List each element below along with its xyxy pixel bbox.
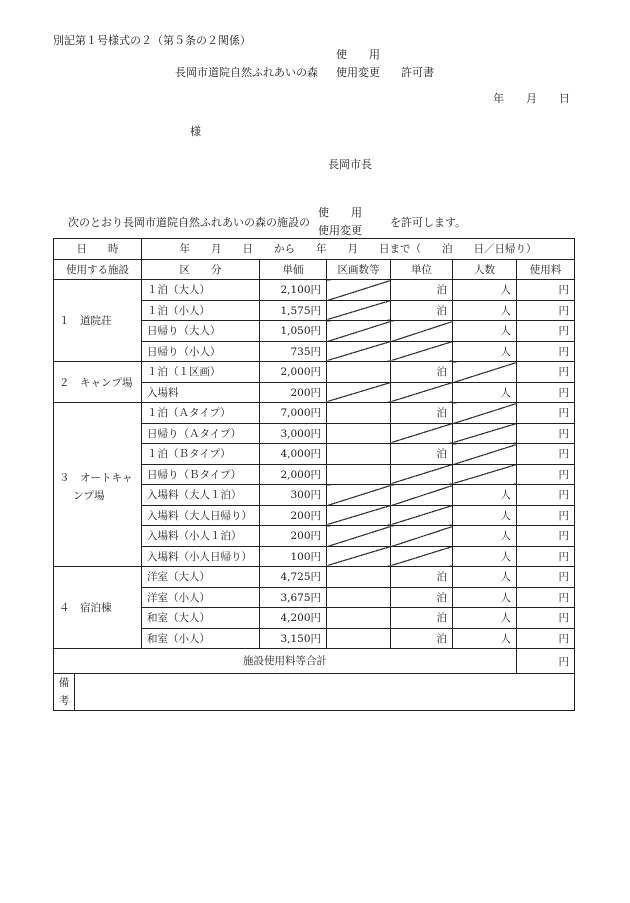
sections-cell-crossed (327, 382, 391, 403)
facility-lodge: ４ 宿泊棟 (54, 567, 142, 649)
header-category: 区 分 (142, 259, 260, 280)
sections-cell[interactable] (327, 444, 391, 465)
remarks-label (54, 674, 75, 710)
fee-cell[interactable]: 円 (517, 464, 575, 485)
fee-cell[interactable]: 円 (517, 362, 575, 383)
persons-cell[interactable]: 人 (453, 628, 517, 649)
remarks-label-char-2: 考 (58, 694, 70, 707)
fee-cell[interactable]: 円 (517, 403, 575, 424)
fee-cell[interactable]: 円 (517, 567, 575, 588)
unit-cell[interactable]: 泊 (391, 403, 453, 424)
category-cell: 入場料（大人１泊） (142, 485, 260, 506)
unit-price-cell: 2,000円 (260, 464, 327, 485)
persons-cell[interactable]: 人 (453, 546, 517, 567)
sections-cell[interactable] (327, 362, 391, 383)
header-unit-price: 単価 (260, 259, 327, 280)
persons-cell-crossed (453, 423, 517, 444)
facility-auto-campsite-line-1: ３ オートキャ (59, 471, 133, 484)
sections-cell[interactable] (327, 423, 391, 444)
category-cell: １泊（小人） (142, 300, 260, 321)
table-row (54, 567, 575, 588)
table-row (54, 362, 575, 383)
persons-cell[interactable]: 人 (453, 321, 517, 342)
unit-price-cell: 100円 (260, 546, 327, 567)
category-cell: １泊（Ｂタイプ） (142, 444, 260, 465)
datetime-value[interactable]: 年 月 日 から 年 月 日まで（ 泊 日／日帰り） (142, 239, 575, 260)
title-prefix: 長岡市道院自然ふれあいの森 (175, 66, 318, 79)
unit-price-cell: 1,050円 (260, 321, 327, 342)
unit-cell[interactable]: 泊 (391, 300, 453, 321)
form-number: 別記第１号様式の２（第５条の２関係） (53, 34, 251, 47)
sections-cell[interactable] (327, 567, 391, 588)
persons-cell-crossed (453, 362, 517, 383)
category-cell: 日帰り（Ｂタイプ） (142, 464, 260, 485)
sections-cell-crossed (327, 546, 391, 567)
table-row (54, 280, 575, 301)
statement-suffix: を許可します。 (390, 216, 467, 229)
datetime-label: 日 時 (54, 239, 142, 260)
unit-cell[interactable]: 泊 (391, 567, 453, 588)
fee-cell[interactable]: 円 (517, 341, 575, 362)
persons-cell[interactable]: 人 (453, 341, 517, 362)
category-cell: 入場料 (142, 382, 260, 403)
sections-cell[interactable] (327, 628, 391, 649)
unit-cell[interactable]: 泊 (391, 628, 453, 649)
title-option-use: 使 用 (336, 48, 380, 61)
category-cell: 日帰り（大人） (142, 321, 260, 342)
unit-cell-crossed (391, 341, 453, 362)
unit-price-cell: 3,675円 (260, 587, 327, 608)
header-fee: 使用料 (517, 259, 575, 280)
unit-price-cell: 3,150円 (260, 628, 327, 649)
persons-cell[interactable]: 人 (453, 300, 517, 321)
header-persons: 人数 (453, 259, 517, 280)
fee-cell[interactable]: 円 (517, 608, 575, 629)
unit-price-cell: 1,575円 (260, 300, 327, 321)
header-sections: 区画数等 (327, 259, 391, 280)
unit-price-cell: 4,000円 (260, 444, 327, 465)
category-cell: 洋室（小人） (142, 587, 260, 608)
facility-campsite: ２ キャンプ場 (54, 362, 142, 403)
total-label: 施設使用料等合計 (54, 649, 517, 674)
title-options (336, 46, 380, 82)
unit-price-cell: 200円 (260, 505, 327, 526)
datetime-row (54, 239, 575, 260)
remarks-cell[interactable] (54, 673, 575, 710)
total-fee-cell[interactable]: 円 (517, 649, 575, 674)
statement-option-use: 使 用 (318, 206, 362, 219)
unit-cell[interactable]: 泊 (391, 608, 453, 629)
category-cell: 日帰り（小人） (142, 341, 260, 362)
persons-cell[interactable]: 人 (453, 587, 517, 608)
remarks-label-char-1: 備 (58, 676, 70, 689)
unit-cell-crossed (391, 382, 453, 403)
category-cell: 日帰り（Ａタイプ） (142, 423, 260, 444)
persons-cell-crossed (453, 444, 517, 465)
addressee-suffix: 様 (190, 125, 201, 138)
unit-price-cell: 7,000円 (260, 403, 327, 424)
category-cell: １泊（Ａタイプ） (142, 403, 260, 424)
title-suffix: 許可書 (401, 66, 434, 79)
fee-cell[interactable]: 円 (517, 423, 575, 444)
unit-cell-crossed (391, 464, 453, 485)
unit-price-cell: 735円 (260, 341, 327, 362)
unit-price-cell: 2,000円 (260, 362, 327, 383)
persons-cell[interactable]: 人 (453, 280, 517, 301)
sections-cell-crossed (327, 280, 391, 301)
date-line: 年 月 日 (493, 92, 570, 105)
facility-auto-campsite (54, 403, 142, 567)
persons-cell-crossed (453, 403, 517, 424)
persons-cell-crossed (453, 464, 517, 485)
title-option-change: 使用変更 (336, 66, 380, 79)
category-cell: １泊（大人） (142, 280, 260, 301)
unit-price-cell: 4,725円 (260, 567, 327, 588)
sections-cell-crossed (327, 300, 391, 321)
fee-cell[interactable]: 円 (517, 382, 575, 403)
fee-cell[interactable]: 円 (517, 505, 575, 526)
unit-price-cell: 300円 (260, 485, 327, 506)
unit-cell[interactable]: 泊 (391, 587, 453, 608)
category-cell: 和室（小人） (142, 628, 260, 649)
fee-cell[interactable]: 円 (517, 546, 575, 567)
fee-cell[interactable]: 円 (517, 280, 575, 301)
unit-cell[interactable]: 泊 (391, 280, 453, 301)
permit-table (53, 238, 575, 711)
persons-cell[interactable]: 人 (453, 505, 517, 526)
fee-cell[interactable]: 円 (517, 444, 575, 465)
issuer: 長岡市長 (328, 158, 372, 171)
sections-cell-crossed (327, 526, 391, 547)
fee-cell[interactable]: 円 (517, 587, 575, 608)
facility-auto-campsite-line-2: ンプ場 (73, 489, 105, 502)
persons-cell[interactable]: 人 (453, 526, 517, 547)
sections-cell-crossed (327, 341, 391, 362)
unit-price-cell: 200円 (260, 382, 327, 403)
statement-prefix: 次のとおり長岡市道院自然ふれあいの森の施設の (68, 216, 310, 229)
category-cell: １泊（１区画） (142, 362, 260, 383)
unit-price-cell: 200円 (260, 526, 327, 547)
unit-price-cell: 3,000円 (260, 423, 327, 444)
facility-douinsou: １ 道院荘 (54, 280, 142, 362)
unit-cell-crossed (391, 485, 453, 506)
sections-cell[interactable] (327, 464, 391, 485)
fee-cell[interactable]: 円 (517, 628, 575, 649)
unit-cell[interactable]: 泊 (391, 444, 453, 465)
sections-cell[interactable] (327, 587, 391, 608)
sections-cell-crossed (327, 505, 391, 526)
sections-cell[interactable] (327, 608, 391, 629)
category-cell: 入場料（大人日帰り） (142, 505, 260, 526)
persons-cell[interactable]: 人 (453, 382, 517, 403)
sections-cell-crossed (327, 485, 391, 506)
header-facility: 使用する施設 (54, 259, 142, 280)
table-row (54, 403, 575, 424)
header-row (54, 259, 575, 280)
persons-cell[interactable]: 人 (453, 567, 517, 588)
unit-price-cell: 4,200円 (260, 608, 327, 629)
fee-cell[interactable]: 円 (517, 300, 575, 321)
fee-cell[interactable]: 円 (517, 485, 575, 506)
persons-cell[interactable]: 人 (453, 485, 517, 506)
persons-cell[interactable]: 人 (453, 608, 517, 629)
category-cell: 洋室（大人） (142, 567, 260, 588)
statement-option-change: 使用変更 (318, 224, 362, 237)
category-cell: 和室（大人） (142, 608, 260, 629)
sections-cell[interactable] (327, 403, 391, 424)
category-cell: 入場料（小人１泊） (142, 526, 260, 547)
unit-cell-crossed (391, 423, 453, 444)
unit-cell-crossed (391, 546, 453, 567)
remarks-input-area[interactable] (75, 674, 574, 710)
unit-cell-crossed (391, 526, 453, 547)
unit-cell-crossed (391, 505, 453, 526)
unit-cell[interactable]: 泊 (391, 362, 453, 383)
total-row (54, 649, 575, 674)
category-cell: 入場料（小人日帰り） (142, 546, 260, 567)
statement-options (318, 204, 362, 240)
unit-cell-crossed (391, 321, 453, 342)
fee-cell[interactable]: 円 (517, 321, 575, 342)
remarks-row (54, 673, 575, 710)
header-unit: 単位 (391, 259, 453, 280)
unit-price-cell: 2,100円 (260, 280, 327, 301)
fee-cell[interactable]: 円 (517, 526, 575, 547)
sections-cell-crossed (327, 321, 391, 342)
